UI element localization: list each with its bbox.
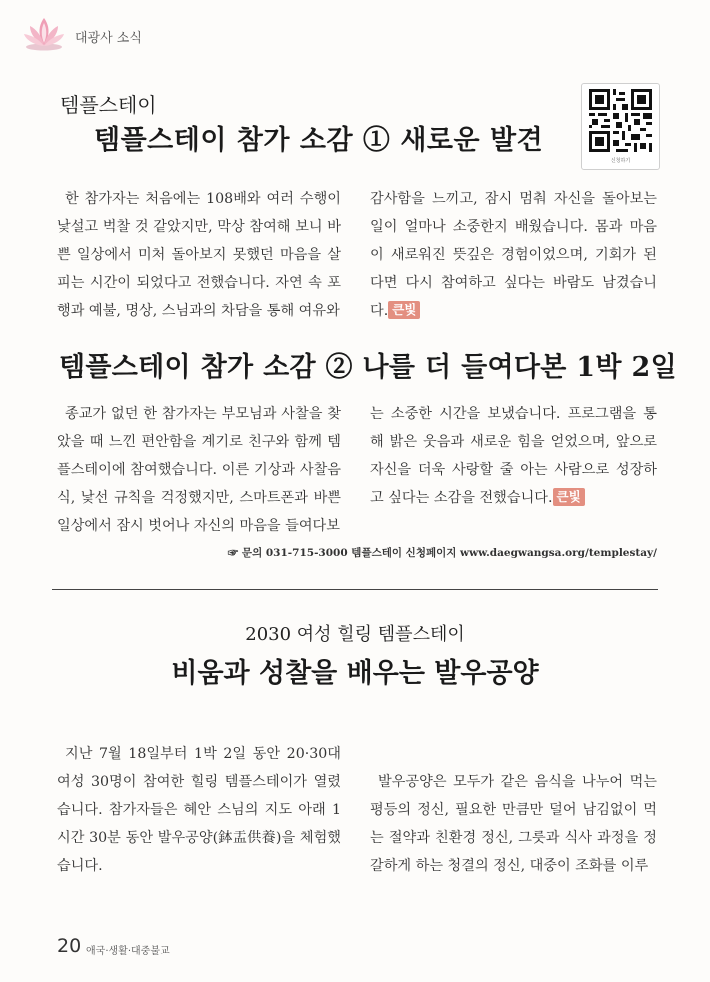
section-label: 대광사 소식 — [75, 31, 142, 46]
article1-text-1: 한 참가자는 처음에는 108배와 여러 수행이 낯설고 벅찰 것 같았지만, 막상 참여해 보니 바쁜 일상에서 미처 돌아보지 못했던 마음을 살피는 시간이 되었다고 전했습니다. 자연 속 포행과 예불, 명상, 스님과의 차담을 통해 여유와 — [57, 191, 341, 319]
magazine-name: 애국·생활·대중불교 — [86, 946, 170, 957]
article1-column-2 — [370, 185, 657, 325]
section-divider — [52, 589, 658, 590]
article2-text-2: 는 소중한 시간을 보냈습니다. 프로그램을 통해 밝은 웃음과 새로운 힘을 얻었으며, 앞으로 자신을 더욱 사랑할 줄 아는 사람으로 성장하고 싶다는 소감을 전했습니다. — [370, 406, 657, 506]
article1-title: 템플스테이 참가 소감 ① 새로운 발견 — [94, 125, 544, 156]
article2-title: 템플스테이 참가 소감 ② 나를 더 들여다본 1박 2일 — [59, 352, 677, 383]
article3-column-1 — [57, 740, 341, 880]
article3-text-2: 발우공양은 모두가 같은 음식을 나누어 먹는 평등의 정신, 필요한 만큼만 덜어 남김없이 먹는 절약과 친환경 정신, 그릇과 식사 과정을 정갈하게 하는 청결의 정신, 대중이 조화를 이루 — [370, 774, 657, 874]
article2-column-1 — [57, 400, 341, 540]
article-kicker: 템플스테이 — [60, 93, 157, 117]
author-tag: 큰빛 — [553, 488, 585, 506]
qr-code-icon — [589, 89, 652, 152]
lotus-icon — [22, 14, 66, 54]
article1-text-2: 감사함을 느끼고, 잠시 멈춰 자신을 돌아보는 일이 얼마나 소중한지 배웠습니다. 몸과 마음이 새로워진 뜻깊은 경험이었으며, 기회가 된다면 다시 참여하고 싶다는 바람도 남겼습니다. — [370, 191, 657, 319]
article3-column-2 — [370, 768, 657, 880]
article3-title: 비움과 성찰을 배우는 발우공양 — [171, 658, 539, 689]
qr-code[interactable] — [581, 83, 660, 170]
page-number: 20 — [57, 935, 82, 957]
qr-caption: 신청하기 — [610, 158, 631, 164]
author-tag: 큰빛 — [388, 301, 420, 319]
article2-text-1: 종교가 없던 한 참가자는 부모님과 사찰을 찾았을 때 느낀 편안함을 계기로 친구와 함께 템플스테이에 참여했습니다. 이른 기상과 사찰음식, 낯선 규칙을 걱정했지만, 스마트폰과 바쁜 일상에서 잠시 벗어나 자신의 마음을 들여다보 — [57, 406, 341, 534]
article2-column-2 — [370, 400, 657, 512]
article1-column-1 — [57, 185, 341, 325]
contact-info: ☞ 문의 031-715-3000 템플스테이 신청페이지 www.daegwangsa.org/templestay/ — [227, 547, 657, 559]
article3-text-1: 지난 7월 18일부터 1박 2일 동안 20·30대 여성 30명이 참여한 힐링 템플스테이가 열렸습니다. 참가자들은 혜안 스님의 지도 아래 1시간 30분 동안 발우공양(鉢盂供養)을 체험했습니다. — [57, 746, 341, 874]
article3-subtitle: 2030 여성 힐링 템플스테이 — [245, 624, 465, 645]
